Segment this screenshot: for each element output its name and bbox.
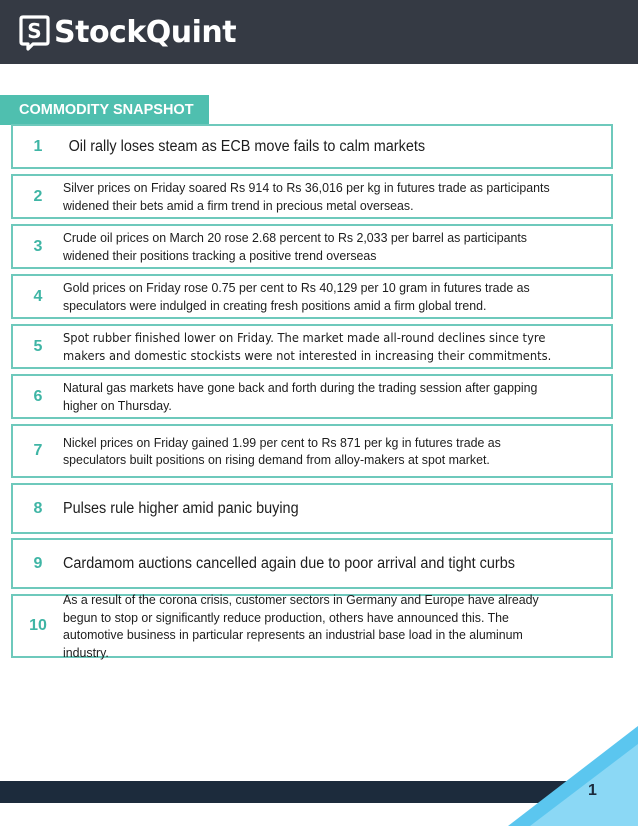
item-text: Pulses rule higher amid panic buying [63, 499, 299, 517]
item-number: 8 [33, 499, 43, 517]
item-text: As a result of the corona crisis, customer sectors in Germany and Europe have already begun to stop or significantly reduce production, others have announced this. The automotive business in particular represents an industrial base load in the aluminum industry. [63, 592, 539, 660]
item-text: Gold prices on Friday rose 0.75 per cent to Rs 40,129 per 10 gram in futures trade as speculators were indulged in creating fresh positions amid a firm global trend. [63, 280, 530, 313]
list-item [11, 124, 613, 169]
list-item [11, 174, 613, 219]
item-number: 1 [33, 137, 43, 155]
svg-text:S: S [27, 19, 42, 43]
item-text: Cardamom auctions cancelled again due to poor arrival and tight curbs [63, 554, 515, 572]
item-number: 6 [33, 387, 43, 405]
list-item [11, 324, 613, 369]
item-text: Oil rally loses steam as ECB move fails to calm markets [68, 137, 426, 155]
item-text: Silver prices on Friday soared Rs 914 to Rs 36,016 per kg in futures trade as participants widened their bets amid a firm trend in precious metal overseas. [63, 180, 550, 213]
item-number: 7 [33, 442, 43, 459]
list-item [11, 424, 613, 478]
list-item [11, 224, 613, 269]
section-title: COMMODITY SNAPSHOT [0, 95, 209, 125]
item-text: Spot rubber finished lower on Friday. The market made all-round declines since tyre makers and domestic stockists were not interested in increasing their commitments. [63, 330, 552, 363]
item-number: 9 [33, 554, 43, 572]
list-item [11, 538, 613, 589]
item-text: Nickel prices on Friday gained 1.99 per cent to Rs 871 per kg in futures trade as speculators built positions on rising demand from alloy-makers at spot market. [63, 434, 501, 467]
list-item [11, 483, 613, 534]
item-number: 10 [29, 617, 47, 634]
item-text: Natural gas markets have gone back and forth during the trading session after gapping higher on Thursday. [63, 380, 538, 413]
list-item [11, 594, 613, 658]
list-item [11, 274, 613, 319]
page-number: 1 [588, 782, 597, 799]
brand-name: StockQuint [54, 15, 237, 50]
corner-triangle-decoration [508, 726, 638, 826]
list-item [11, 374, 613, 419]
item-number: 3 [33, 237, 43, 255]
item-text: Crude oil prices on March 20 rose 2.68 percent to Rs 2,033 per barrel as participants widened their positions tracking a positive trend overseas [63, 230, 527, 263]
item-number: 2 [33, 187, 43, 205]
item-number: 5 [33, 337, 43, 355]
item-number: 4 [33, 287, 43, 305]
